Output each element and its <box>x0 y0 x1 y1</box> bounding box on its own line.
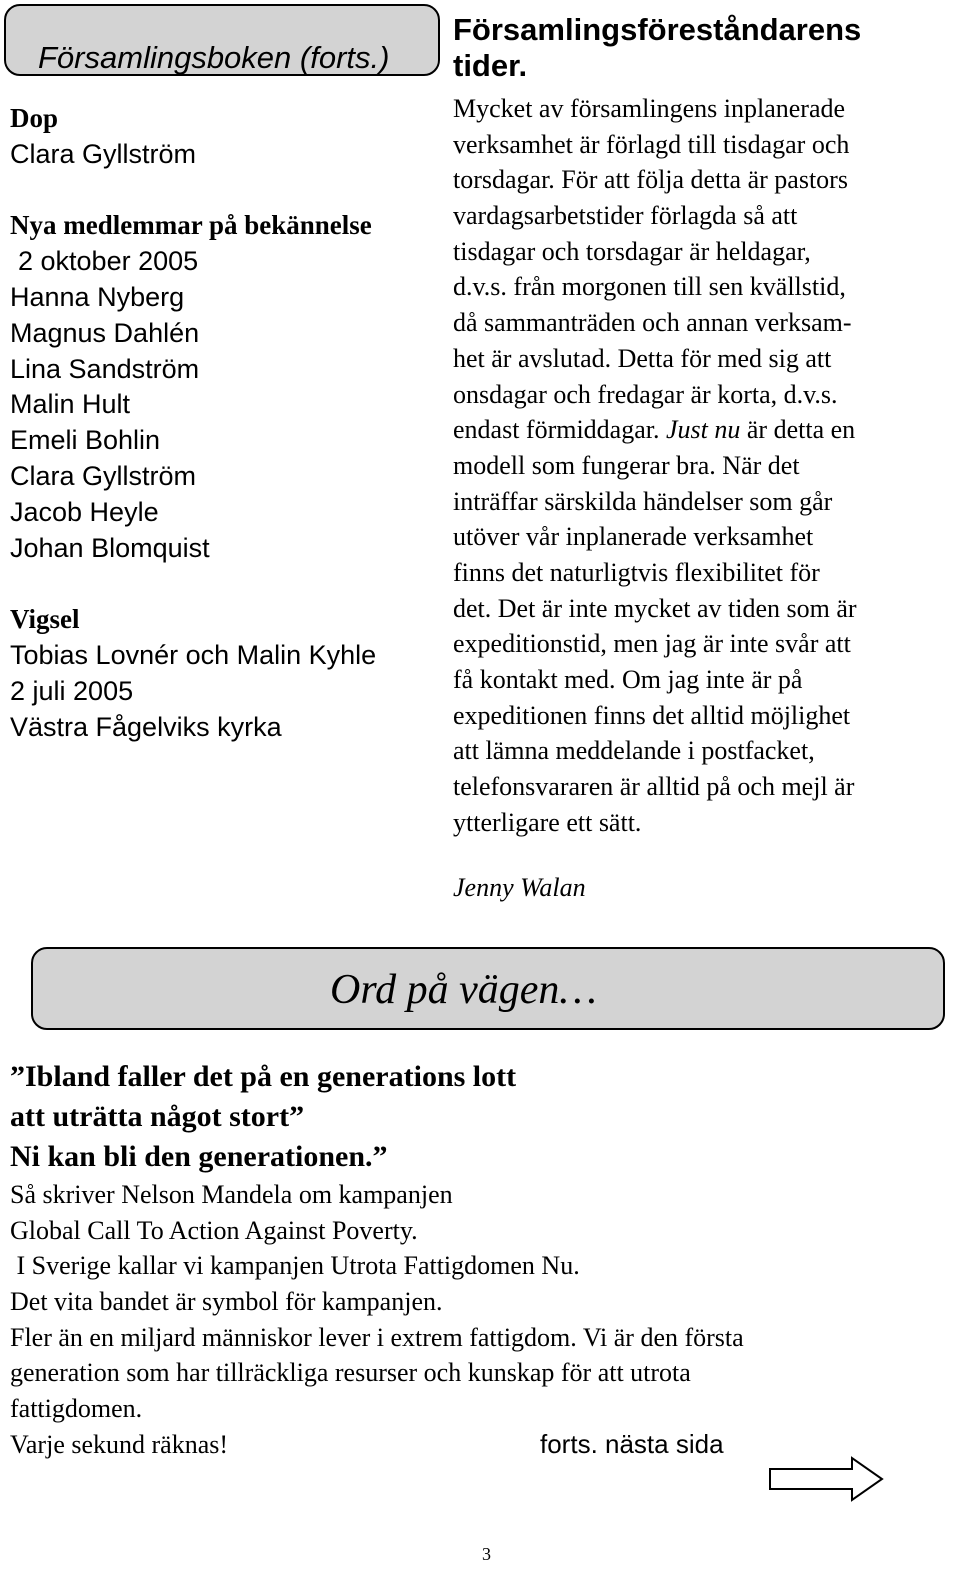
bottom-line: Fler än en miljard människor lever i extrem fattigdom. Vi är den första <box>10 1322 744 1352</box>
member-name: Lina Sandström <box>10 353 200 384</box>
body-text: endast förmiddagar. <box>453 415 666 445</box>
body-line: tisdagar och torsdagar är heldagar, <box>453 236 811 266</box>
body-line: då sammanträden och annan verksam- <box>453 308 852 338</box>
banner-title: Ord på vägen… <box>330 967 597 1013</box>
bottom-line: I Sverige kallar vi kampanjen Utrota Fattigdomen Nu. <box>10 1251 580 1281</box>
body-line: inträffar särskilda händelser som går <box>453 486 833 516</box>
quote-line: att uträtta något stort” <box>10 1100 305 1133</box>
bottom-line: generation som har tillräckliga resurser och kunskap för att utrota <box>10 1358 691 1388</box>
member-name: Hanna Nyberg <box>10 281 185 312</box>
vigsel-line: Västra Fågelviks kyrka <box>10 711 282 742</box>
body-line: verksamhet är förlagd till tisdagar och <box>453 129 850 159</box>
last-line: Varje sekund räknas! <box>10 1429 229 1459</box>
body-line: telefonsvararen är alltid på och mejl är <box>453 772 855 802</box>
bottom-line: Så skriver Nelson Mandela om kampanjen <box>10 1180 453 1209</box>
body-line: modell som fungerar bra. När det <box>453 450 800 480</box>
left-column <box>10 101 430 745</box>
member-name: Johan Blomquist <box>10 532 210 563</box>
member-name: Clara Gyllström <box>10 460 197 491</box>
dop-heading: Dop <box>10 103 59 133</box>
right-heading <box>453 12 933 84</box>
quote-line: Ni kan bli den generationen.” <box>10 1140 388 1173</box>
signature: Jenny Walan <box>453 873 586 902</box>
member-name: Emeli Bohlin <box>10 425 161 456</box>
dop-name: Clara Gyllström <box>10 138 197 169</box>
members-heading: Nya medlemmar på bekännelse <box>10 210 372 241</box>
vigsel-line: Tobias Lovnér och Malin Kyhle <box>10 639 377 670</box>
page-number: 3 <box>482 1544 491 1564</box>
body-line: ytterligare ett sätt. <box>453 807 642 837</box>
member-name: Jacob Heyle <box>10 496 159 527</box>
header-box-title: Församlingsboken (forts.) <box>38 40 390 75</box>
body-line: het är avslutad. Detta för med sig att <box>453 343 832 373</box>
body-line: finns det naturligtvis flexibilitet för <box>453 557 820 587</box>
right-heading-line: tider. <box>453 48 528 83</box>
body-line: få kontakt med. Om jag inte är på <box>453 665 803 694</box>
body-line: Mycket av församlingens inplanerade <box>453 94 846 123</box>
body-line: vardagsarbetstider förlagda så att <box>453 201 798 231</box>
members-date: 2 oktober 2005 <box>18 246 199 277</box>
body-line <box>453 412 948 448</box>
body-line: d.v.s. från morgonen till sen kvällstid, <box>453 272 846 302</box>
continued-text: forts. nästa sida <box>540 1428 724 1459</box>
vigsel-heading: Vigsel <box>10 604 80 635</box>
vigsel-line: 2 juli 2005 <box>10 675 134 706</box>
quote-line: ”Ibland faller det på en generations lott <box>10 1060 517 1093</box>
bottom-line: fattigdomen. <box>10 1394 143 1424</box>
right-arrow-icon <box>768 1456 884 1502</box>
quote <box>10 1057 516 1177</box>
member-name: Magnus Dahlén <box>10 317 200 348</box>
body-line: att lämna meddelande i postfacket, <box>453 736 815 766</box>
bottom-text <box>10 1177 940 1463</box>
right-body <box>453 91 948 840</box>
body-line: expeditionen finns det alltid möjlighet <box>453 700 851 730</box>
body-line: utöver vår inplanerade verksamhet <box>453 522 814 552</box>
member-name: Malin Hult <box>10 389 131 420</box>
bottom-line: Global Call To Action Against Poverty. <box>10 1215 418 1245</box>
body-line: det. Det är inte mycket av tiden som är <box>453 593 857 623</box>
body-line: onsdagar och fredagar är korta, d.v.s. <box>453 379 838 409</box>
body-text: är detta en <box>740 415 856 445</box>
body-line: torsdagar. För att följa detta är pastors <box>453 165 848 195</box>
body-line: expeditionstid, men jag är inte svår att <box>453 629 851 659</box>
body-text-italic: Just nu <box>666 415 741 445</box>
bottom-line: Det vita bandet är symbol för kampanjen. <box>10 1287 443 1317</box>
right-heading-line: Församlingsföreståndarens <box>453 12 862 47</box>
